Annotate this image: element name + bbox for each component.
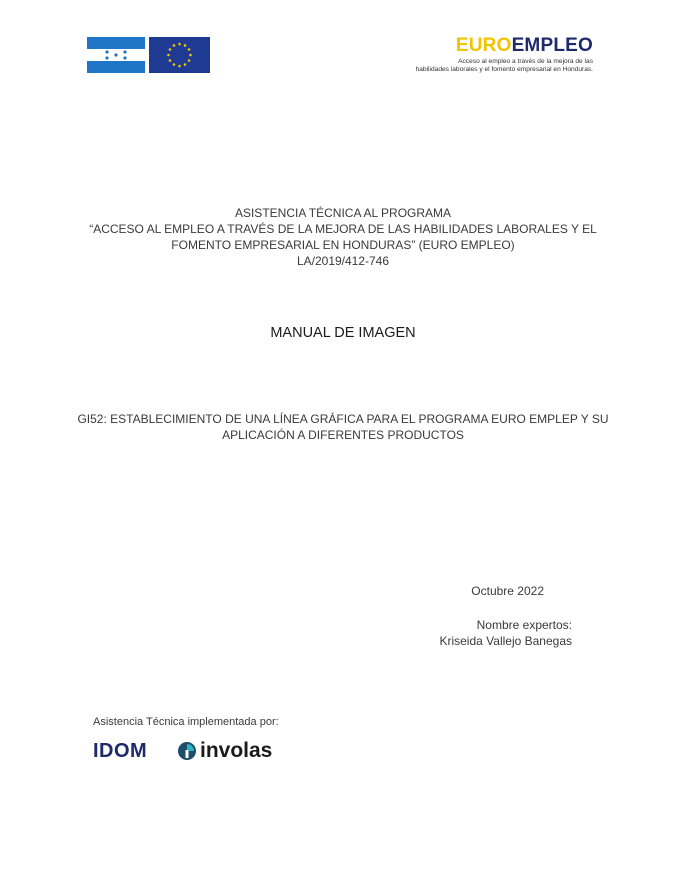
manual-title: MANUAL DE IMAGEN	[270, 325, 416, 341]
program-title	[0, 205, 686, 269]
involas-logo	[177, 739, 272, 763]
title-line: LA/2019/412-746	[296, 254, 390, 268]
subtitle-line: APLICACIÓN A DIFERENTES PRODUCTOS	[222, 428, 464, 442]
experts-block	[439, 617, 572, 649]
logo-tagline-line: Acceso al empleo a través de la mejora de las	[458, 58, 593, 65]
title-line: FOMENTO EMPRESARIAL EN HONDURAS” (EURO EMPLEO)	[171, 238, 515, 252]
idom-logo: IDOM	[93, 740, 148, 762]
eu-star-icon	[167, 54, 170, 57]
logo-euro-word: EURO	[455, 35, 512, 56]
involas-mark-icon	[177, 741, 197, 761]
euroempleo-logo	[416, 36, 593, 74]
eu-star-icon	[188, 48, 191, 51]
deliverable-subtitle	[0, 411, 686, 443]
document-date: Octubre 2022	[471, 584, 544, 598]
eu-star-icon	[173, 63, 176, 66]
subtitle-line: GI52: ESTABLECIMIENTO DE UNA LÍNEA GRÁFICA PARA EL PROGRAMA EURO EMPLEP Y SU	[77, 412, 609, 426]
honduras-flag-logo	[87, 37, 145, 73]
eu-star-icon	[173, 44, 176, 47]
experts-label: Nombre expertos:	[476, 618, 572, 632]
eu-star-icon	[184, 63, 187, 66]
eu-star-icon	[169, 48, 172, 51]
logo-empleo-word: EMPLEO	[511, 35, 593, 56]
eu-star-icon	[178, 65, 181, 68]
eu-star-icon	[169, 59, 172, 62]
involas-logo-text: involas	[200, 739, 273, 762]
eu-star-icon	[178, 43, 181, 46]
experts-name: Kriseida Vallejo Banegas	[439, 634, 572, 648]
title-line: “ACCESO AL EMPLEO A TRAVÉS DE LA MEJORA DE LAS HABILIDADES LABORALES Y EL	[89, 222, 597, 236]
eu-star-icon	[184, 44, 187, 47]
eu-flag-logo	[149, 37, 210, 73]
eu-star-icon	[189, 54, 192, 57]
title-line: ASISTENCIA TÉCNICA AL PROGRAMA	[234, 206, 452, 220]
eu-star-icon	[188, 59, 191, 62]
implemented-by-label: Asistencia Técnica implementada por:	[93, 716, 279, 728]
logo-tagline	[416, 58, 593, 74]
logo-tagline-line: habilidades laborales y el fomento empresarial en Honduras.	[415, 66, 593, 73]
